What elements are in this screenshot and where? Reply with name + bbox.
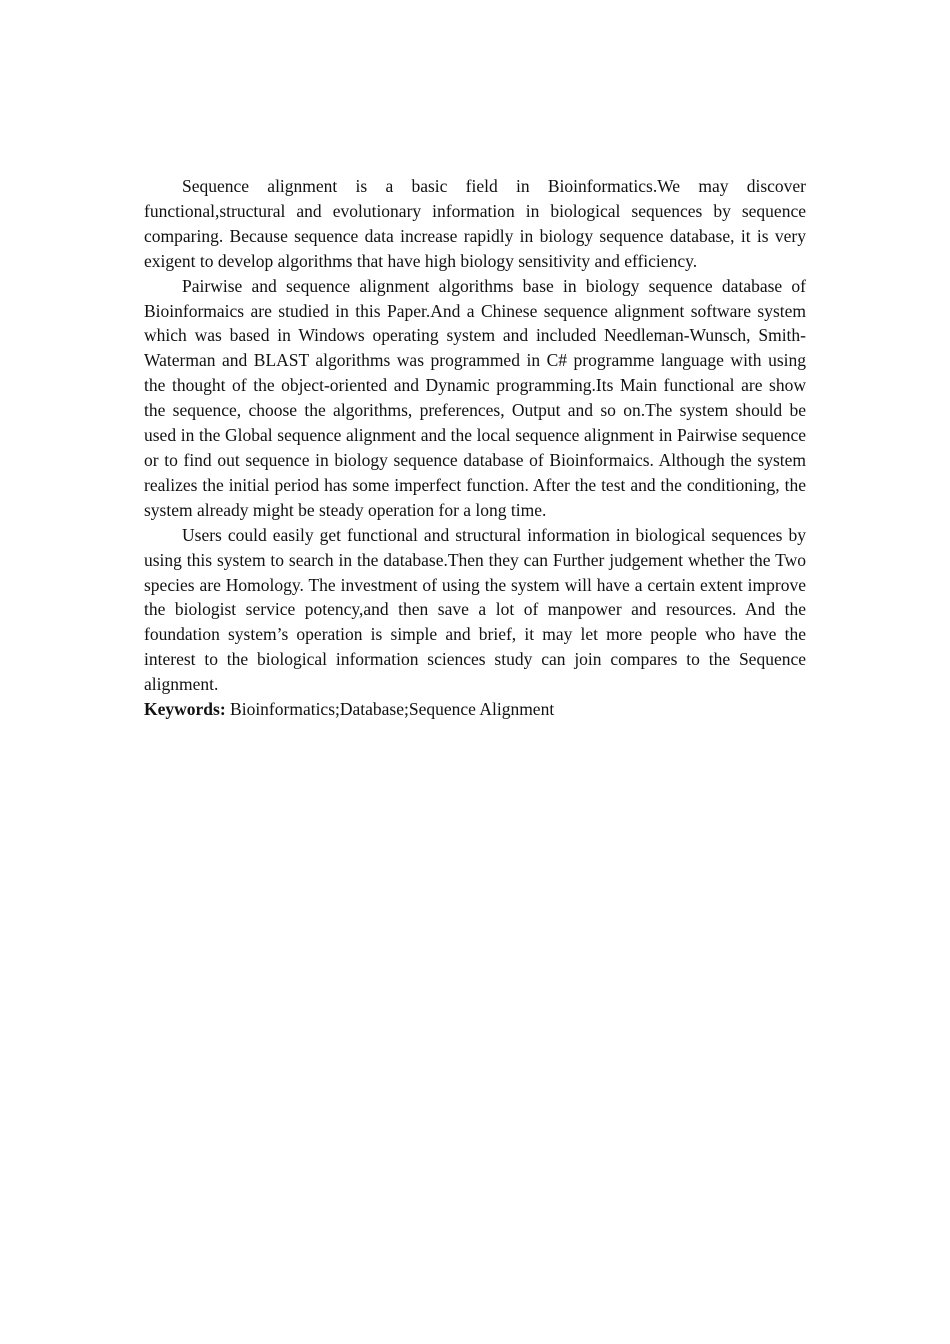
keywords-value: Bioinformatics;Database;Sequence Alignment (230, 699, 555, 720)
abstract-paragraph-2: Pairwise and sequence alignment algorithms base in biology sequence database of Bioinformaics are studied in this Paper.And a Chinese sequence alignment software system which was based in Windows operating system and included Needleman-Wunsch, Smith-Waterman and BLAST algorithms was programmed in C# programme language with using the thought of the object-oriented and Dynamic programming.Its Main functional are show the sequence, choose the algorithms, preferences, Output and so on.The system should be used in the Global sequence alignment and the local sequence alignment in Pairwise sequence or to find out sequence in biology sequence database of Bioinformaics. Although the system realizes the initial period has some imperfect function. After the test and the conditioning, the system already might be steady operation for a long time. (144, 275, 806, 520)
abstract-paragraph-3: Users could easily get functional and structural information in biological sequences by using this system to search in the database.Then they can Further judgement whether the Two species are Homology. The investment of using the system will have a certain extent improve the biologist service potency,and then save a lot of manpower and resources. And the foundation system’s operation is simple and brief, it may let more people who have the interest to the biological information sciences study can join compares to the Sequence alignment. (144, 524, 806, 695)
keywords-line (144, 697, 806, 722)
abstract-body (144, 174, 806, 722)
keywords-label: Keywords: (144, 699, 226, 720)
abstract-paragraph-1: Sequence alignment is a basic field in Bioinformatics.We may discover functional,structural and evolutionary information in biological sequences by sequence comparing. Because sequence data increase rapidly in biology sequence database, it is very exigent to develop algorithms that have high biology sensitivity and efficiency. (144, 176, 806, 271)
